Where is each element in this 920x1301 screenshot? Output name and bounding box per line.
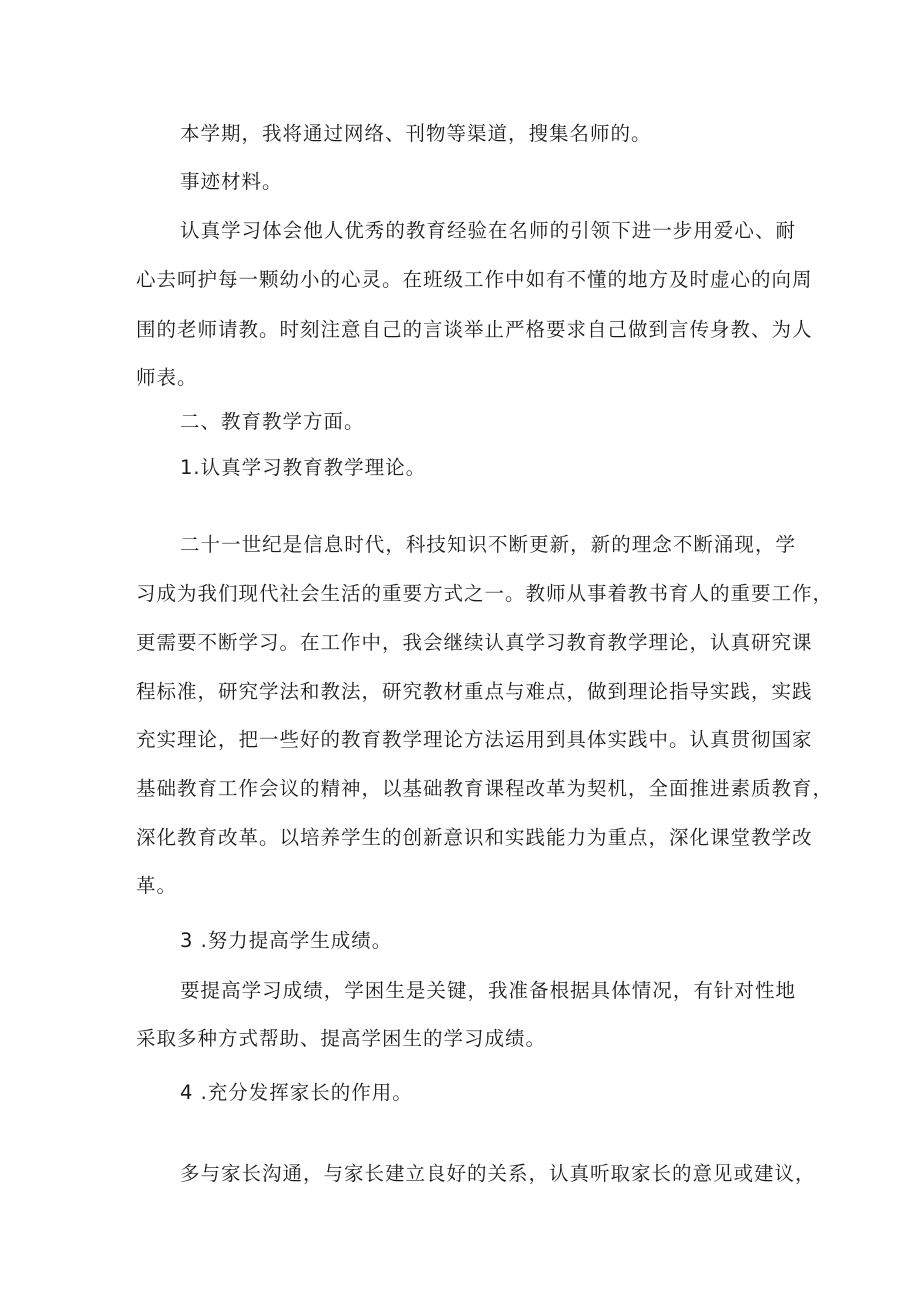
subsection-heading: 3 .努力提高学生成绩。 [180, 929, 393, 952]
paragraph-line: 心去呵护每一颗幼小的心灵。在班级工作中如有不懂的地方及时虚心的向周 [136, 268, 813, 291]
subsection-heading: 1.认真学习教育教学理论。 [180, 456, 427, 479]
section-heading: 二、教育教学方面。 [180, 410, 365, 433]
paragraph-line: 多与家长沟通，与家长建立良好的关系，认真听取家长的意见或建议， [180, 1162, 816, 1185]
paragraph-line: 基础教育工作会议的精神，以基础教育课程改革为契机，全面推进素质教育， [136, 777, 834, 800]
subsection-heading: 4 .充分发挥家长的作用。 [180, 1081, 413, 1104]
paragraph-line: 深化教育改革。以培养学生的创新意识和实践能力为重点，深化课堂教学改 [136, 826, 813, 849]
paragraph-line: 程标准，研究学法和教法，研究教材重点与难点，做到理论指导实践，实践 [136, 680, 813, 703]
paragraph-line: 充实理论，把一些好的教育教学理论方法运用到具体实践中。认真贯彻国家 [136, 728, 813, 751]
paragraph-line: 事迹材料。 [180, 170, 283, 193]
paragraph-line: 二十一世纪是信息时代，科技知识不断更新，新的理念不断涌现，学 [180, 533, 796, 556]
paragraph-line: 要提高学习成绩，学困生是关键，我准备根据具体情况，有针对性地 [180, 979, 796, 1002]
paragraph-line: 革。 [136, 874, 178, 897]
paragraph-line: 本学期，我将通过网络、刊物等渠道，搜集名师的。 [180, 122, 652, 145]
paragraph-line: 认真学习体会他人优秀的教育经验在名师的引领下进一步用爱心、耐 [180, 219, 796, 242]
paragraph-line: 师表。 [136, 366, 198, 389]
paragraph-line: 习成为我们现代社会生活的重要方式之一。教师从事着教书育人的重要工作， [136, 582, 834, 605]
paragraph-line: 更需要不断学习。在工作中，我会继续认真学习教育教学理论，认真研究课 [136, 631, 813, 654]
paragraph-line: 采取多种方式帮助、提高学困生的学习成绩。 [136, 1027, 547, 1050]
paragraph-line: 围的老师请教。时刻注意自己的言谈举止严格要求自己做到言传身教、为人 [136, 318, 813, 341]
